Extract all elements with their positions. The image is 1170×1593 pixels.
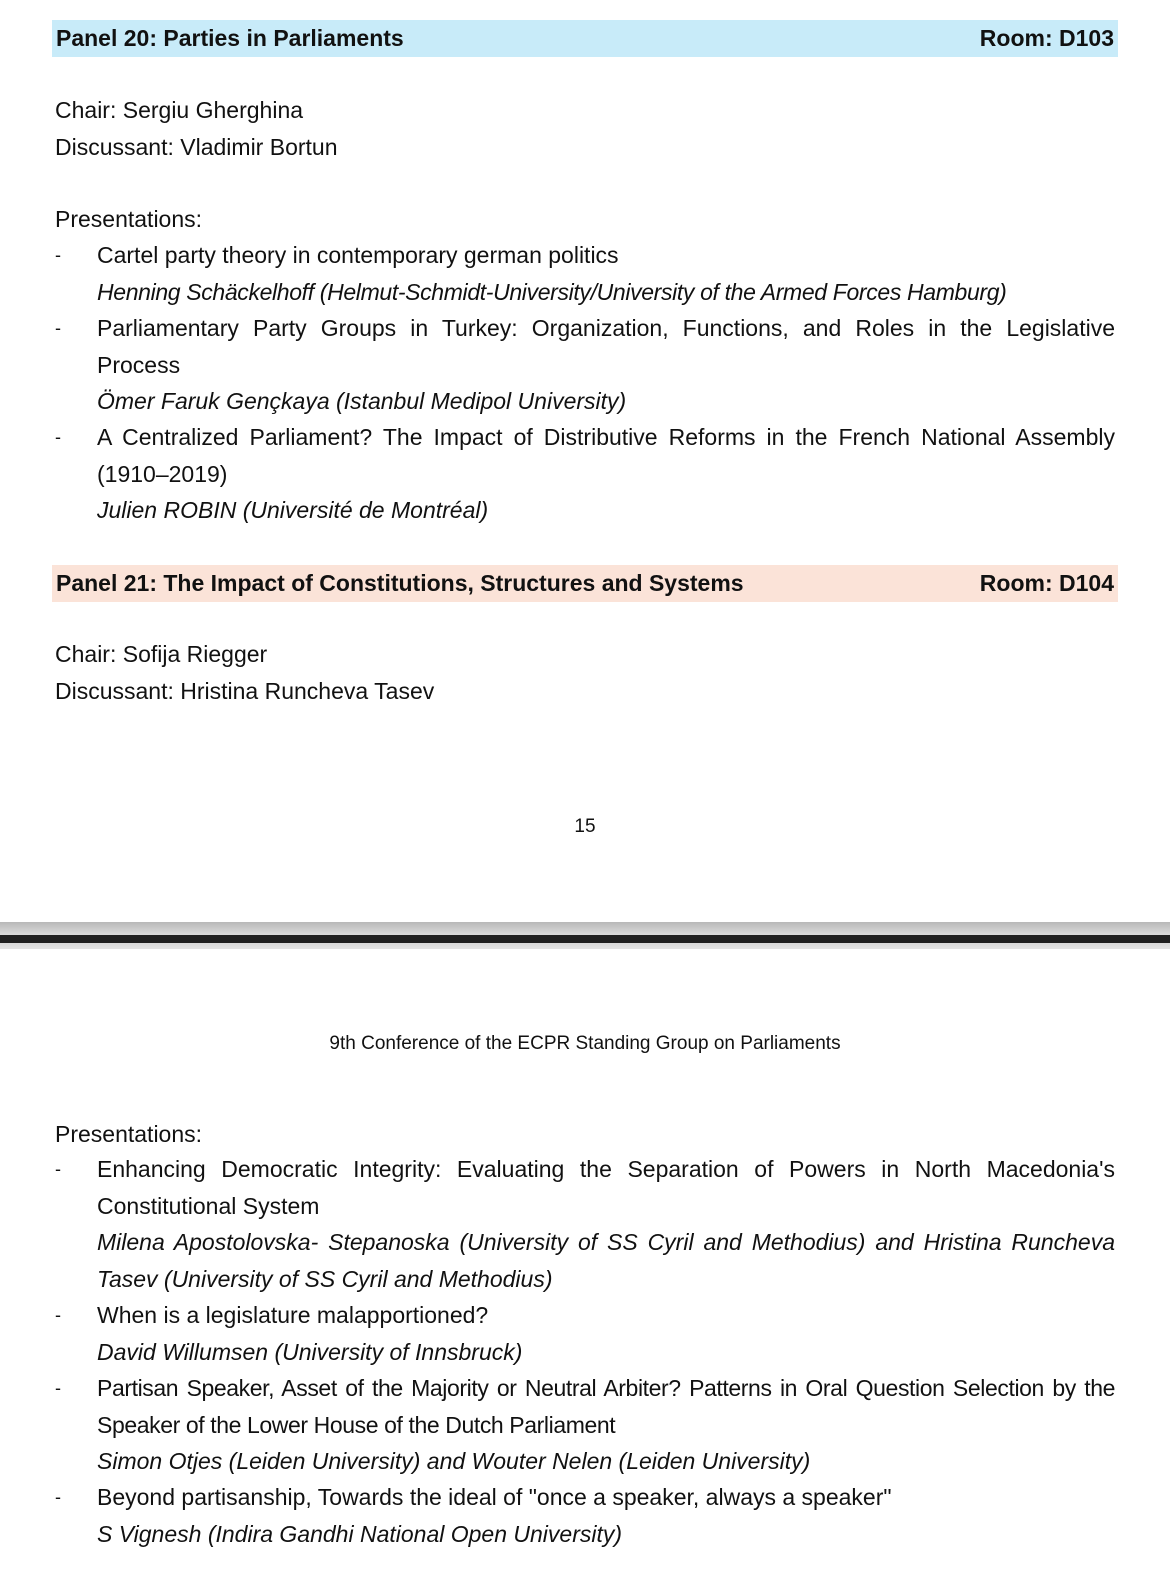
panel-discussant: Discussant: Vladimir Bortun — [55, 134, 338, 160]
presentation-item — [55, 1479, 1115, 1552]
bullet-dash: - — [55, 1159, 61, 1179]
bullet-dash: - — [55, 1378, 61, 1398]
presentation-title: Parliamentary Party Groups in Turkey: Organization, Functions, and Roles in the Legislative Process — [97, 315, 1115, 378]
bullet-dash: - — [55, 427, 61, 447]
presentation-title: Partisan Speaker, Asset of the Majority or Neutral Arbiter? Patterns in Oral Question Selection by the Speaker of the Lower House of the Dutch Parliament — [97, 1375, 1115, 1438]
bullet-dash: - — [55, 318, 61, 338]
presentation-item — [55, 1297, 1115, 1370]
presentation-title: Beyond partisanship, Towards the ideal of "once a speaker, always a speaker" — [97, 1484, 892, 1510]
presentation-title: Cartel party theory in contemporary german politics — [97, 242, 619, 268]
presentation-item — [55, 1370, 1115, 1480]
panel-chair: Chair: Sofija Riegger — [55, 641, 268, 667]
separator-shade — [0, 922, 1170, 935]
presentation-item — [55, 237, 1115, 310]
presentation-authors: Milena Apostolovska- Stepanoska (University of SS Cyril and Methodius) and Hristina Runcheva Tasev (University of SS Cyril and Methodius) — [97, 1229, 1115, 1292]
presentation-authors: Ömer Faruk Gençkaya (Istanbul Medipol University) — [97, 388, 627, 414]
presentation-item — [55, 310, 1115, 420]
panel-discussant: Discussant: Hristina Runcheva Tasev — [55, 678, 435, 704]
presentation-authors: Simon Otjes (Leiden University) and Wouter Nelen (Leiden University) — [97, 1448, 811, 1474]
page-break-separator — [0, 922, 1170, 950]
page-number: 15 — [574, 816, 596, 837]
presentation-authors: David Willumsen (University of Innsbruck) — [97, 1338, 523, 1365]
panel-title: Panel 20: Parties in Parliaments — [56, 25, 404, 51]
presentation-authors: Julien ROBIN (Université de Montréal) — [97, 497, 489, 523]
panel-20-header — [52, 20, 1118, 57]
separator-shade — [0, 943, 1170, 949]
separator-bar — [0, 935, 1170, 943]
presentation-authors: S Vignesh (Indira Gandhi National Open University) — [97, 1520, 623, 1547]
presentation-authors: Henning Schäckelhoff (Helmut-Schmidt-University/University of the Armed Forces Hamburg) — [97, 278, 1007, 305]
bullet-dash: - — [55, 1487, 61, 1507]
presentations-label: Presentations: — [55, 1121, 203, 1147]
presentation-title: When is a legislature malapportioned? — [97, 1302, 489, 1328]
presentation-title: A Centralized Parliament? The Impact of Distributive Reforms in the French National Assembly (1910–2019) — [97, 424, 1115, 487]
running-header: 9th Conference of the ECPR Standing Group on Parliaments — [329, 1033, 841, 1054]
panel-room: Room: D103 — [979, 25, 1114, 51]
panel-room: Room: D104 — [979, 570, 1114, 596]
panel-21-header — [52, 565, 1118, 602]
presentation-item — [55, 1151, 1115, 1297]
panel-chair: Chair: Sergiu Gherghina — [55, 97, 304, 123]
bullet-dash: - — [55, 1305, 61, 1325]
presentation-item — [55, 419, 1115, 529]
presentations-label: Presentations: — [55, 206, 203, 232]
presentation-title: Enhancing Democratic Integrity: Evaluating the Separation of Powers in North Macedonia's Constitutional System — [97, 1156, 1115, 1219]
panel-title: Panel 21: The Impact of Constitutions, Structures and Systems — [56, 570, 744, 596]
bullet-dash: - — [55, 245, 61, 265]
